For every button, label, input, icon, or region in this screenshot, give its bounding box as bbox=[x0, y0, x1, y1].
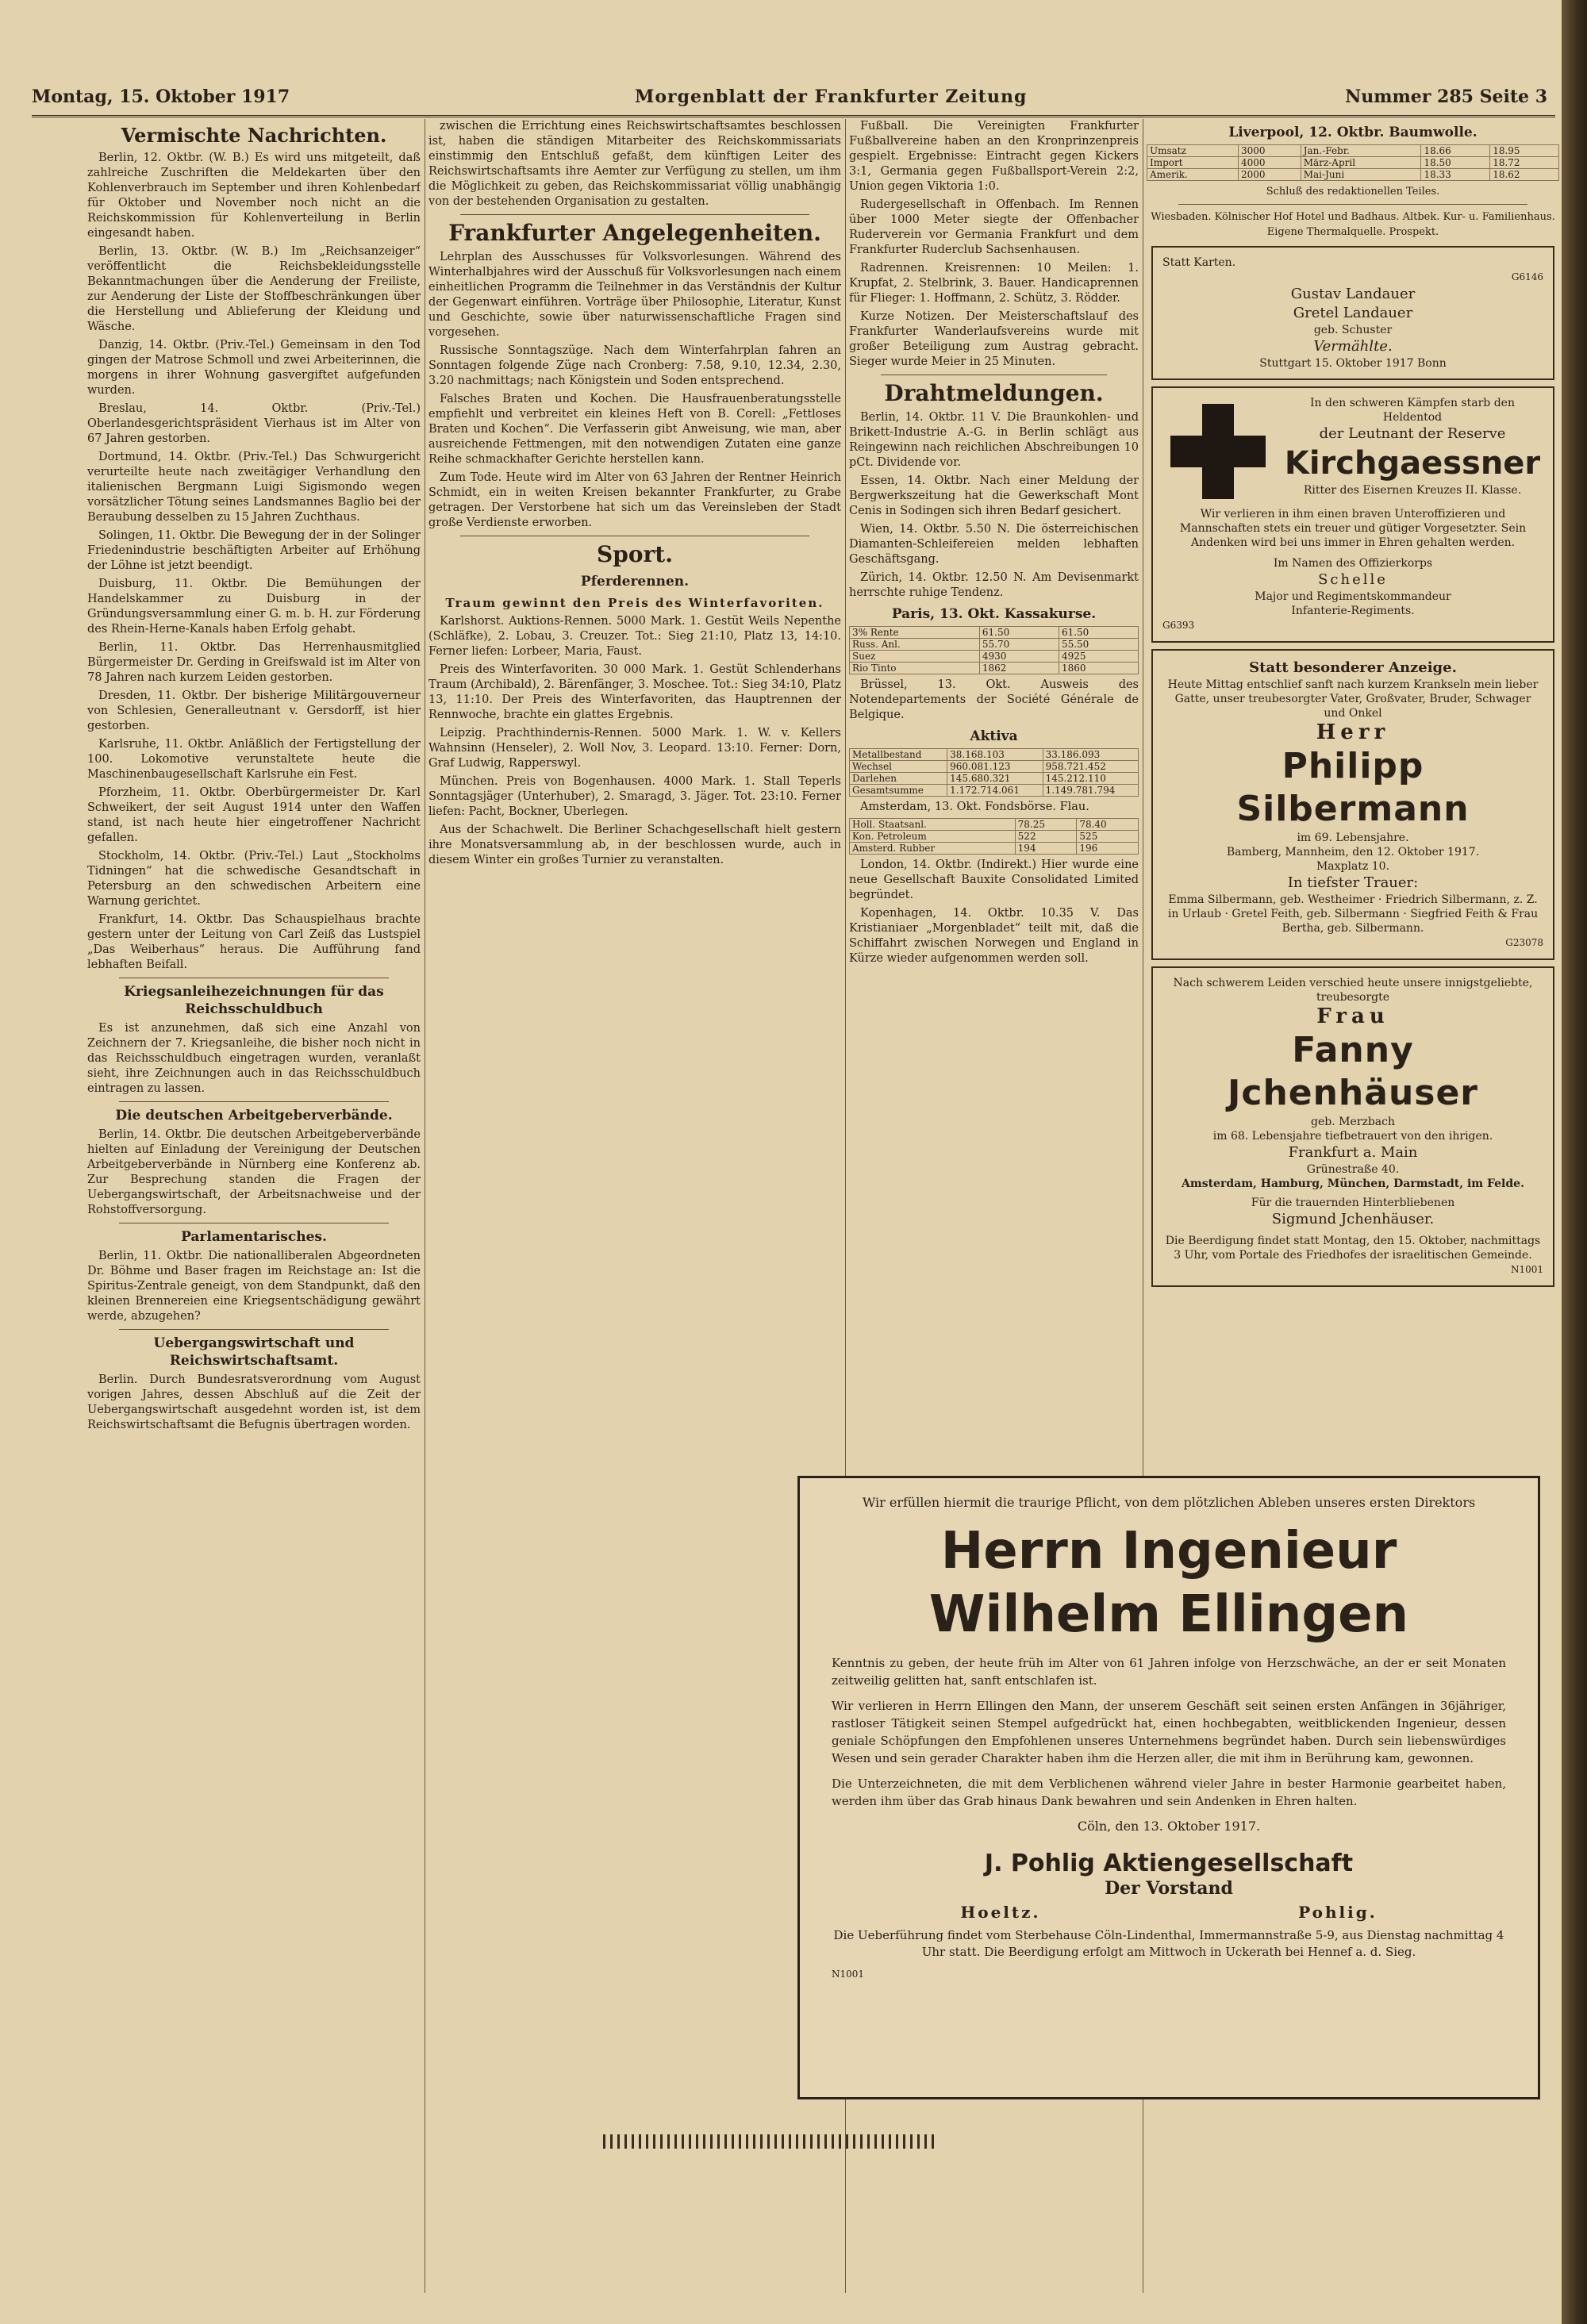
table-row: Kon. Petroleum 522 525 bbox=[850, 831, 1139, 843]
table-row: Amerik. 2000 Mai-Juni 18.33 18.62 bbox=[1147, 169, 1559, 181]
article-paragraph: Kopenhagen, 14. Oktbr. 10.35 V. Das Kristianiaer „Morgenbladet“ teilt mit, daß die Schiffahrt zwischen Norwegen und England in Kürze wieder aufgenommen werden soll. bbox=[849, 907, 1139, 965]
notice-place: Cöln, den 13. Oktober 1917. bbox=[1077, 1819, 1261, 1834]
notice-lead: Nach schwerem Leiden verschied heute unsere innigstgeliebte, treubesorgte bbox=[1173, 977, 1533, 1004]
article-paragraph: Breslau, 14. Oktbr. (Priv.-Tel.) Oberlandesgerichtspräsident Vierhaus ist im Alter von 67 Jahren gestorben. bbox=[87, 402, 421, 445]
liverpool-table bbox=[1147, 144, 1559, 181]
notice-place: Frankfurt a. Main bbox=[1288, 1144, 1418, 1161]
market-block bbox=[849, 605, 1139, 674]
notice-sign: Pohlig. bbox=[1298, 1903, 1378, 1922]
article-paragraph: Frankfurt, 14. Oktbr. Das Schauspielhaus brachte gestern unter der Leitung von Carl Zeiß das Lustspiel „Das Weiberhaus“ heraus. Die Aufführung fand lebhaften Beifall. bbox=[87, 913, 421, 971]
notice-sign: Schelle bbox=[1318, 571, 1388, 588]
divider bbox=[1178, 204, 1527, 205]
table-row: 3% Rente 61.50 61.50 bbox=[850, 627, 1139, 639]
section-heading: Sport. bbox=[597, 541, 673, 567]
article-paragraph: Karlshorst. Auktions-Rennen. 5000 Mark. 1. Gestüt Weils Nepenthe (Schläfke), 2. Lobau, 3. Creuzer. Tot.: Sieg 21:10, Platz 13, 14:10. Ferner liefen: Lorbeer, Maria, Faust. bbox=[428, 615, 841, 658]
wedding-notice bbox=[1151, 246, 1554, 380]
notice-code: N1001 bbox=[832, 1969, 865, 1980]
section-heading: Parlamentarisches. bbox=[181, 1229, 327, 1245]
article-paragraph: Russische Sonntagszüge. Nach dem Winterfahrplan fahren an Sonntagen folgende Züge nach Cronberg: 7.58, 9.10, 12.34, 2.30, 3.20 nachmittags; nach Königstein und Soden entsprechend. bbox=[428, 344, 841, 387]
notice-name: Philipp Silbermann bbox=[1236, 746, 1470, 829]
notice-text: Heute Mittag entschlief sanft nach kurzem Krankseln mein lieber Gatte, unser treubesorgter Vater, Großvater, Bruder, Schwager und Onkel bbox=[1167, 678, 1539, 720]
article-paragraph: Fußball. Die Vereinigten Frankfurter Fußballvereine haben an den Kronprinzenpreis gespielt. Ergebnisse: Eintracht gegen Kickers 3:1, Germania gegen Fußballsport-Verein 2:2, Union gegen Viktoria 1:0. bbox=[849, 120, 1139, 193]
sub-heading: Pferderennen. bbox=[580, 574, 690, 590]
notice-status: Vermählte. bbox=[1313, 338, 1393, 355]
table-row: Wechsel 960.081.123 958.721.452 bbox=[850, 761, 1139, 773]
notice-sign: Im Namen des Offizierkorps bbox=[1273, 557, 1433, 570]
divider bbox=[119, 1329, 389, 1330]
death-notice-jchenhaeuser bbox=[1151, 966, 1554, 1287]
header-masthead: Morgenblatt der Frankfurter Zeitung bbox=[635, 86, 1028, 107]
article-paragraph: Brüssel, 13. Okt. Ausweis des Notendepartements der Société Générale de Belgique. bbox=[849, 678, 1139, 721]
notice-place: Bamberg, Mannheim, den 12. Oktober 1917. bbox=[1226, 846, 1480, 859]
notice-name: Gretel Landauer bbox=[1293, 305, 1413, 321]
notice-maiden: geb. Schuster bbox=[1313, 324, 1393, 336]
article-paragraph: Aus der Schachwelt. Die Berliner Schachgesellschaft hielt gestern ihre Monatsversammlung ab, in der beschlossen wurde, auch in diesem Winter ein großes Turnier zu veranstalten. bbox=[428, 824, 841, 866]
notice-company: J. Pohlig Aktiengesellschaft bbox=[984, 1850, 1354, 1877]
table-row: Holl. Staatsanl. 78.25 78.40 bbox=[850, 819, 1139, 831]
article-paragraph: Lehrplan des Ausschusses für Volksvorlesungen. Während des Winterhalbjahres wird der Ausschuß für Volksvorlesungen nach einem einheitlichen Programm die Teilnehmer in das Verständnis der Kultur der Gegenwart einführen. Vorträge über Philosophie, Literatur, Kunst und Geschichte, sowie über naturwissenschaftliche Fragen sind vorgesehen. bbox=[428, 251, 841, 339]
article-paragraph: Radrennen. Kreisrennen: 10 Meilen: 1. Krupfat, 2. Stelbrink, 3. Bauer. Handicaprennen für Flieger: 1. Hoffmann, 2. Schütz, 3. Rödder. bbox=[849, 262, 1139, 305]
article-paragraph: Es ist anzunehmen, daß sich eine Anzahl von Zeichnern der 7. Kriegsanleihe, die bisher noch nicht in das Reichsschuldbuch eingetragen wurden, veranlaßt sieht, ihre Zeichnungen auch in das Reichsschuldbuch eintragen zu lassen. bbox=[87, 1022, 421, 1095]
article-paragraph: Wien, 14. Oktbr. 5.50 N. Die österreichischen Diamanten-Schleifereien melden lebhaften Geschäftsgang. bbox=[849, 523, 1139, 566]
article-paragraph: Zum Tode. Heute wird im Alter von 63 Jahren der Rentner Heinrich Schmidt, ein in weiten Kreisen bekannter Frankfurter, zu Grabe getragen. Der Verstorbene hat sich um das Vereinsleben der Stadt große Verdienste erworben. bbox=[428, 471, 841, 529]
article-list bbox=[87, 151, 421, 973]
article-paragraph: Berlin, 11. Oktbr. Das Herrenhausmitglied Bürgermeister Dr. Gerding in Greifswald ist im Alter von 78 Jahren nach kurzem Leiden gestorben. bbox=[87, 641, 421, 684]
table-row: Gesamtsumme 1.172.714.061 1.149.781.794 bbox=[850, 785, 1139, 797]
sub-heading: Traum gewinnt den Preis des Winterfavoriten. bbox=[445, 596, 824, 610]
notice-sign: Infanterie-Regiments. bbox=[1291, 605, 1415, 617]
table-row: Suez 4930 4925 bbox=[850, 651, 1139, 663]
article-paragraph: Falsches Braten und Kochen. Die Hausfrauenberatungsstelle empfiehlt und verbreitet ein kleines Heft von B. Corell: „Fettloses Braten und Kochen“. Die Verfasserin gibt Anweisung, wie man, aber ausreichende Fettmengen, mit den notwendigen Zutaten eine ganze Reihe schmackhafter Gerichte herstellen kann. bbox=[428, 393, 841, 466]
notice-text: Kenntnis zu geben, der heute früh im Alter von 61 Jahren infolge von Herzschwäche, an der er seit Monaten zeitweilig gelitten hat, sanft entschlafen ist. bbox=[832, 1656, 1506, 1688]
article-paragraph: London, 14. Oktbr. (Indirekt.) Hier wurde eine neue Gesellschaft Bauxite Consolidated Limited begründet. bbox=[849, 859, 1139, 901]
article-paragraph: Danzig, 14. Oktbr. (Priv.-Tel.) Gemeinsam in den Tod gingen der Matrose Schmoll und zwei Arbeiterinnen, die morgens in ihrer Wohnung gasvergiftet aufgefunden wurden. bbox=[87, 339, 421, 397]
article-paragraph: Kurze Notizen. Der Meisterschaftslauf des Frankfurter Wanderlaufsvereins wurde mit großer Beteiligung zum Austrag gebracht. Sieger wurde Meier in 25 Minuten. bbox=[849, 310, 1139, 368]
notice-cities: Amsterdam, Hamburg, München, Darmstadt, im Felde. bbox=[1182, 1177, 1524, 1190]
notice-text: Wir verlieren in Herrn Ellingen den Mann, der unserem Geschäft seit seinen ersten Anfängen in 36jähriger, rastloser Tätigkeit seinen Stempel aufgedrückt hat, einen hochbegabten, weitblickenden Ingenieur, dessen geniale Schöpfungen den Empfohlenen unseres Unternehmens begründet haben. Durch sein liebenswürdiges Wesen und sein gerader Charakter haben ihm die Herzen aller, die mit ihm in Berührung kam, gewonnen. bbox=[832, 1699, 1506, 1765]
article-paragraph: Karlsruhe, 11. Oktbr. Anläßlich der Fertigstellung der 100. Lokomotive verunstaltete heute die Maschinenbaugesellschaft Karlsruhe ein Fest. bbox=[87, 738, 421, 781]
page-header bbox=[32, 83, 1555, 117]
death-notice-silbermann bbox=[1151, 649, 1554, 960]
notice-title: Frau bbox=[1316, 1005, 1389, 1028]
hotel-ad: Wiesbaden. Kölnischer Hof Hotel und Badhaus. Altbek. Kur- u. Familienhaus. Eigene Thermalquelle. Prospekt. bbox=[1151, 211, 1555, 238]
book-binding bbox=[1562, 0, 1587, 2324]
notice-rank: der Leutnant der Reserve bbox=[1319, 425, 1506, 442]
notice-family: Emma Silbermann, geb. Westheimer · Friedrich Silbermann, z. Z. in Urlaub · Gretel Feith, geb. Silbermann · Siegfried Feith & Frau Bertha, geb. Silbermann. bbox=[1167, 893, 1539, 935]
article-paragraph: Berlin, 14. Oktbr. Die deutschen Arbeitgeberverbände hielten auf Einladung der Vereinigung der Deutschen Arbeitgeberverbände in Nürnberg eine Konferenz ab. Zur Besprechung standen die Fragen der Uebergangswirtschaft, der Arbeitsnachweise und der Rohstoffversorgung. bbox=[87, 1128, 421, 1216]
notice-funeral: Die Beerdigung findet statt Montag, den 15. Oktober, nachmittags 3 Uhr, vom Portale des Friedhofes der israelitischen Gemeinde. bbox=[1165, 1235, 1541, 1262]
section-heading: Drahtmeldungen. bbox=[884, 380, 1104, 406]
divider bbox=[119, 1101, 389, 1102]
notice-text: Wir verlieren in ihm einen braven Unteroffizieren und Mannschaften stets ein treuer und gütiger Vorgesetzter. Sein Andenken wird bei uns immer in Ehren gehalten werden. bbox=[1179, 508, 1527, 549]
divider bbox=[460, 214, 809, 215]
death-notice-kirchgaessner bbox=[1151, 386, 1554, 643]
article-paragraph: Dresden, 11. Oktbr. Der bisherige Militärgouverneur von Schlesien, Generalleutnant v. Gersdorff, ist hier gestorben. bbox=[87, 690, 421, 732]
notice-honor: Ritter des Eisernen Kreuzes II. Klasse. bbox=[1303, 484, 1522, 497]
notice-address: Grünestraße 40. bbox=[1306, 1163, 1400, 1176]
notice-lead: Statt Karten. bbox=[1162, 256, 1236, 269]
article-paragraph: Berlin. Durch Bundesratsverordnung vom August vorigen Jahres, dessen Abschluß auf die Zeit der Uebergangswirtschaft ausgedehnt worden ist, ist dem Reichswirtschaftsamt die Befugnis übertragen worden. bbox=[87, 1373, 421, 1431]
table-row: Russ. Anl. 55.70 55.50 bbox=[850, 639, 1139, 651]
table-row: Darlehen 145.680.321 145.212.110 bbox=[850, 773, 1139, 785]
notice-age: im 68. Lebensjahre tiefbetrauert von den ihrigen. bbox=[1212, 1130, 1493, 1143]
notice-name: Kirchgaessner bbox=[1284, 445, 1541, 482]
notice-name: Gustav Landauer bbox=[1290, 286, 1416, 302]
article-paragraph: Berlin, 13. Oktbr. (W. B.) Im „Reichsanzeiger“ veröffentlicht die Reichsbekleidungsstelle Bekanntmachungen über die Aenderung der Freiliste, zur Aenderung der Liste der Stoffbeschränkungen über die Herstellung und Ablieferung der Kleidung und Wäsche. bbox=[87, 245, 421, 333]
notice-sign: Major und Regimentskommandeur bbox=[1255, 590, 1451, 603]
article-paragraph: München. Preis von Bogenhausen. 4000 Mark. 1. Stall Teperls Sonntagsjäger (Unterhuber), 2. Smaragd, 3. Jäger. Tot. 23:10. Ferner liefen: Pacht, Bockner, Uberlegen. bbox=[428, 775, 841, 818]
table-row: Amsterd. Rubber 194 196 bbox=[850, 843, 1139, 855]
market-title: Liverpool, 12. Oktbr. Baumwolle. bbox=[1228, 125, 1477, 140]
notice-funeral: Die Ueberführung findet vom Sterbehause Cöln-Lindenthal, Immermannstraße 5-9, aus Dienstag nachmittag 4 Uhr statt. Die Beerdigung erfolgt am Mittwoch in Uckerath bei Hennef a. d. Sieg. bbox=[833, 1928, 1504, 1959]
market-title: Paris, 13. Okt. Kassakurse. bbox=[891, 606, 1097, 622]
article-paragraph: Berlin, 12. Oktbr. (W. B.) Es wird uns mitgeteilt, daß zahlreiche Zuschriften die Meldekarten über den Kohlenverbrauch im September und ihren Kohlenbedarf für Oktober und November noch nicht an die Reichskommission für Kohlenverteilung in Berlin eingesandt haben. bbox=[87, 152, 421, 240]
article-paragraph: Berlin, 11. Oktbr. Die nationalliberalen Abgeordneten Dr. Böhme und Baser fragen im Reichstage an: Ist die Spiritus-Zentrale geneigt, von dem Standpunkt, daß den kleinen Brennereien eine Kriegsentschädigung gewährt werde, abzugehen? bbox=[87, 1250, 421, 1323]
notice-lead: Statt besonderer Anzeige. bbox=[1249, 659, 1457, 676]
notice-lead: In den schweren Kämpfen starb den Heldentod bbox=[1310, 397, 1515, 424]
section-heading: Uebergangswirtschaft und Reichswirtschaftsamt. bbox=[153, 1335, 355, 1369]
article-paragraph: Duisburg, 11. Oktbr. Die Bemühungen der Handelskammer zu Duisburg in der Gründungsversammlung einer G. m. b. H. zur Förderung des Rhein-Herne-Kanals haben Erfolg gehabt. bbox=[87, 578, 421, 636]
table-title: Aktiva bbox=[970, 728, 1018, 744]
header-date: Montag, 15. Oktober 1917 bbox=[32, 86, 290, 107]
notice-sign: Hoeltz. bbox=[960, 1903, 1041, 1922]
death-notice-ellingen bbox=[797, 1476, 1540, 2099]
table-row: Rio Tinto 1862 1860 bbox=[850, 663, 1139, 674]
header-page-number: Nummer 285 Seite 3 bbox=[1345, 86, 1547, 107]
notice-code: G23078 bbox=[1505, 937, 1543, 948]
notice-name: Fanny Jchenhäuser bbox=[1227, 1030, 1478, 1113]
notice-address: Maxplatz 10. bbox=[1316, 860, 1390, 873]
table-row: Metallbestand 38.168.103 33.186.093 bbox=[850, 749, 1139, 761]
section-heading: Vermischte Nachrichten. bbox=[121, 124, 387, 147]
notice-place: Stuttgart 15. Oktober 1917 Bonn bbox=[1259, 357, 1447, 370]
notice-text: Die Unterzeichneten, die mit dem Verblichenen während vieler Jahre in bester Harmonie gearbeitet haben, werden ihm über das Grab hinaus Dank bewahren und sein Andenken in Ehren halten. bbox=[832, 1777, 1506, 1808]
amsterdam-table bbox=[849, 818, 1139, 855]
article-paragraph: Solingen, 11. Oktbr. Die Bewegung der in der Solinger Friedenindustrie beschäftigten Arbeiter auf Erhöhung der Löhne ist jetzt beendigt. bbox=[87, 529, 421, 572]
article-paragraph: Pforzheim, 11. Oktbr. Oberbürgermeister Dr. Karl Schweikert, der seit August 1914 unter den Waffen stand, ist nach heute hier eingetroffener Nachricht gefallen. bbox=[87, 786, 421, 844]
column-1 bbox=[87, 119, 421, 2293]
article-paragraph: Zürich, 14. Oktbr. 12.50 N. Am Devisenmarkt herrschte ruhige Tendenz. bbox=[849, 571, 1139, 599]
bottom-ornament bbox=[603, 2134, 936, 2149]
market-table bbox=[849, 626, 1139, 674]
notice-signatures bbox=[832, 1903, 1506, 1921]
article-paragraph: Preis des Winterfavoriten. 30 000 Mark. 1. Gestüt Schlenderhans Traum (Archibald), 2. Bärenfänger, 3. Moschee. Tot.: Sieg 34:10, Platz 13, 11:10. Der Preis des Winterfavoriten, das Hauptrennen der Rennwoche, brachte ein glattes Ergebnis. bbox=[428, 663, 841, 721]
article-paragraph: Leipzig. Prachthindernis-Rennen. 5000 Mark. 1. W. v. Kellers Wahnsinn (Henseler), 2. Woll Nov, 3. Leopard. 13:10. Ferner: Dorn, Graf Ludwig, Rapperswyl. bbox=[428, 727, 841, 770]
editorial-end: Schluß des redaktionellen Teiles. bbox=[1266, 186, 1440, 198]
iron-cross-icon bbox=[1170, 404, 1266, 499]
table-row: Umsatz 3000 Jan.-Febr. 18.66 18.95 bbox=[1147, 145, 1559, 157]
notice-family: Sigmund Jchenhäuser. bbox=[1271, 1211, 1435, 1227]
article-paragraph: Rudergesellschaft in Offenbach. Im Rennen über 1000 Meter siegte der Offenbacher Ruderverein vor Germania Frankfurt und dem Frankfurter Ruderclub Sachsenhausen. bbox=[849, 198, 1139, 256]
article-paragraph: Berlin, 14. Oktbr. 11 V. Die Braunkohlen- und Brikett-Industrie A.-G. in Berlin schlägt aus Reingewinn nach reichlichen Abschreibungen 10 pCt. Dividende vor. bbox=[849, 411, 1139, 469]
section-heading: Die deutschen Arbeitgeberverbände. bbox=[115, 1108, 393, 1124]
article-paragraph: Dortmund, 14. Oktbr. (Priv.-Tel.) Das Schwurgericht verurteilte heute nach zweitägiger Verhandlung den italienischen Bergmann Luigi Sigismondo wegen vorsätzlicher Tötung seines Landsmannes Baglio bei der Beraubung desselben zu 15 Jahren Zuchthaus. bbox=[87, 451, 421, 524]
article-paragraph: Stockholm, 14. Oktbr. (Priv.-Tel.) Laut „Stockholms Tidningen“ hat die schwedische Gesandtschaft in Petersburg an den schwedischen Arbeitern eine Warnung gerichtet. bbox=[87, 850, 421, 908]
article-paragraph: zwischen die Errichtung eines Reichswirtschaftsamtes beschlossen ist, haben die ständigen Mitarbeiter des Reichskommissariats einstimmig den Entschluß gefaßt, dem künftigen Leiter des Reichswirtschaftsamts ihre Aemter zur Verfügung zu stellen, um ihm die Möglichkeit zu geben, das Reichskommissariat völlig unabhängig von der bestehenden Organisation zu gestalten. bbox=[428, 120, 841, 208]
notice-maiden: geb. Merzbach bbox=[1311, 1116, 1395, 1128]
notice-name: Herrn Ingenieur Wilhelm Ellingen bbox=[928, 1522, 1409, 1644]
notice-code: N1001 bbox=[1510, 1264, 1543, 1275]
notice-lead: Wir erfüllen hiermit die traurige Pflicht, von dem plötzlichen Ableben unseres ersten Direktors bbox=[862, 1495, 1476, 1510]
notice-code: G6393 bbox=[1162, 620, 1195, 631]
notice-family: Für die trauernden Hinterbliebenen bbox=[1251, 1197, 1455, 1209]
notice-age: im 69. Lebensjahre. bbox=[1297, 832, 1409, 844]
column-4 bbox=[1147, 119, 1559, 1468]
section-heading: Frankfurter Angelegenheiten. bbox=[448, 220, 821, 246]
notice-title: Herr bbox=[1316, 720, 1390, 744]
brussels-table bbox=[849, 748, 1139, 797]
article-paragraph: Essen, 14. Oktbr. Nach einer Meldung der Bergwerkszeitung hat die Gewerkschaft Mont Cenis in Sodingen sich ihren Bedarf gesichert. bbox=[849, 474, 1139, 517]
table-row: Import 4000 März-April 18.50 18.72 bbox=[1147, 157, 1559, 169]
notice-board: Der Vorstand bbox=[1105, 1878, 1233, 1899]
column-2 bbox=[428, 119, 841, 2293]
notice-mourn: In tiefster Trauer: bbox=[1287, 874, 1419, 891]
article-paragraph: Amsterdam, 13. Okt. Fondsbörse. Flau. bbox=[860, 801, 1089, 813]
notice-code: G6146 bbox=[1511, 271, 1543, 282]
section-heading: Kriegsanleihezeichnungen für das Reichsschuldbuch bbox=[124, 984, 384, 1017]
